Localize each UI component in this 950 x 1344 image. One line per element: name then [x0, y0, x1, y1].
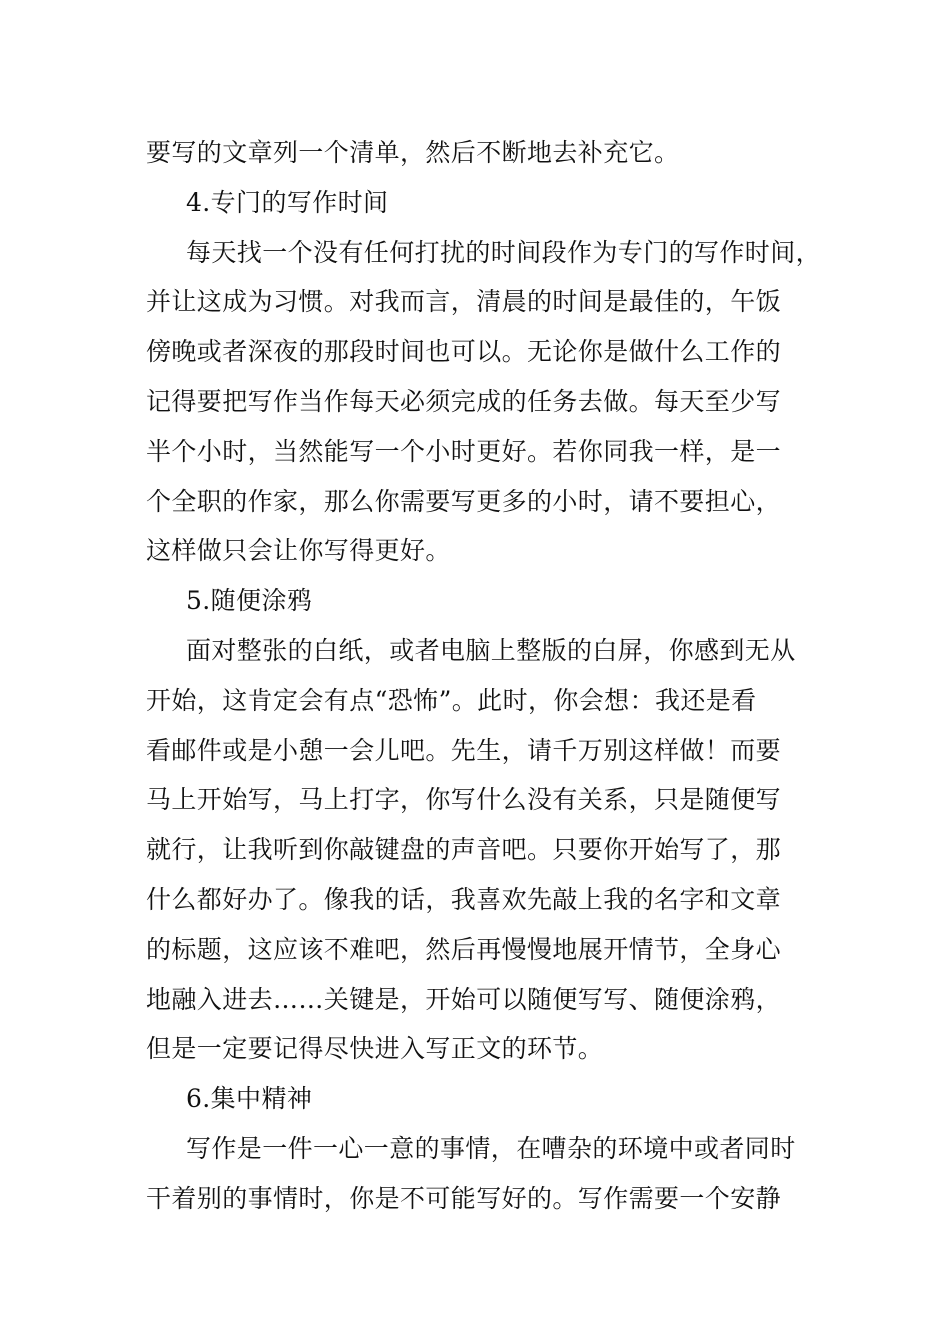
text-line: 开始，这肯定会有点“恐怖”。此时，你会想：我还是看	[146, 685, 757, 715]
text-line: 要写的文章列一个清单，然后不断地去补充它。	[146, 138, 680, 167]
text-line: 半个小时，当然能写一个小时更好。若你同我一样，是一	[146, 436, 782, 466]
text-line: 地融入进去……关键是，开始可以随便写写、随便涂鸦，	[146, 984, 782, 1014]
text-line: 但是一定要记得尽快进入写正文的环节。	[146, 1034, 604, 1064]
text-line: 什么都好办了。像我的话，我喜欢先敲上我的名字和文章	[146, 884, 782, 914]
text-line: 傍晚或者深夜的那段时间也可以。无论你是做什么工作的	[146, 337, 782, 367]
text-line: 并让这成为习惯。对我而言，清晨的时间是最佳的，午饭	[146, 287, 782, 317]
text-line: 个全职的作家，那么你需要写更多的小时，请不要担心，	[146, 486, 782, 516]
text-line: 就行，让我听到你敲键盘的声音吧。只要你开始写了，那	[146, 835, 782, 865]
document-body	[146, 128, 826, 1224]
text-line: 的标题，这应该不难吧，然后再慢慢地展开情节，全身心	[146, 934, 782, 964]
text-line: 每天找一个没有任何打扰的时间段作为专门的写作时间，	[186, 237, 822, 267]
text-line: 看邮件或是小憩一会儿吧。先生，请千万别这样做！而要	[146, 735, 782, 765]
text-line: 面对整张的白纸，或者电脑上整版的白屏，你感到无从	[186, 635, 796, 665]
text-line: 记得要把写作当作每天必须完成的任务去做。每天至少写	[146, 386, 782, 416]
section-heading: 5.随便涂鸦	[186, 586, 313, 616]
text-line: 马上开始写，马上打字，你写什么没有关系，只是随便写	[146, 785, 782, 815]
section-heading: 6.集中精神	[186, 1084, 313, 1114]
text-line: 干着别的事情时，你是不可能写好的。写作需要一个安静	[146, 1183, 782, 1213]
text-line: 这样做只会让你写得更好。	[146, 536, 451, 566]
text-line: 写作是一件一心一意的事情，在嘈杂的环境中或者同时	[186, 1133, 796, 1163]
section-heading: 4.专门的写作时间	[186, 187, 389, 217]
